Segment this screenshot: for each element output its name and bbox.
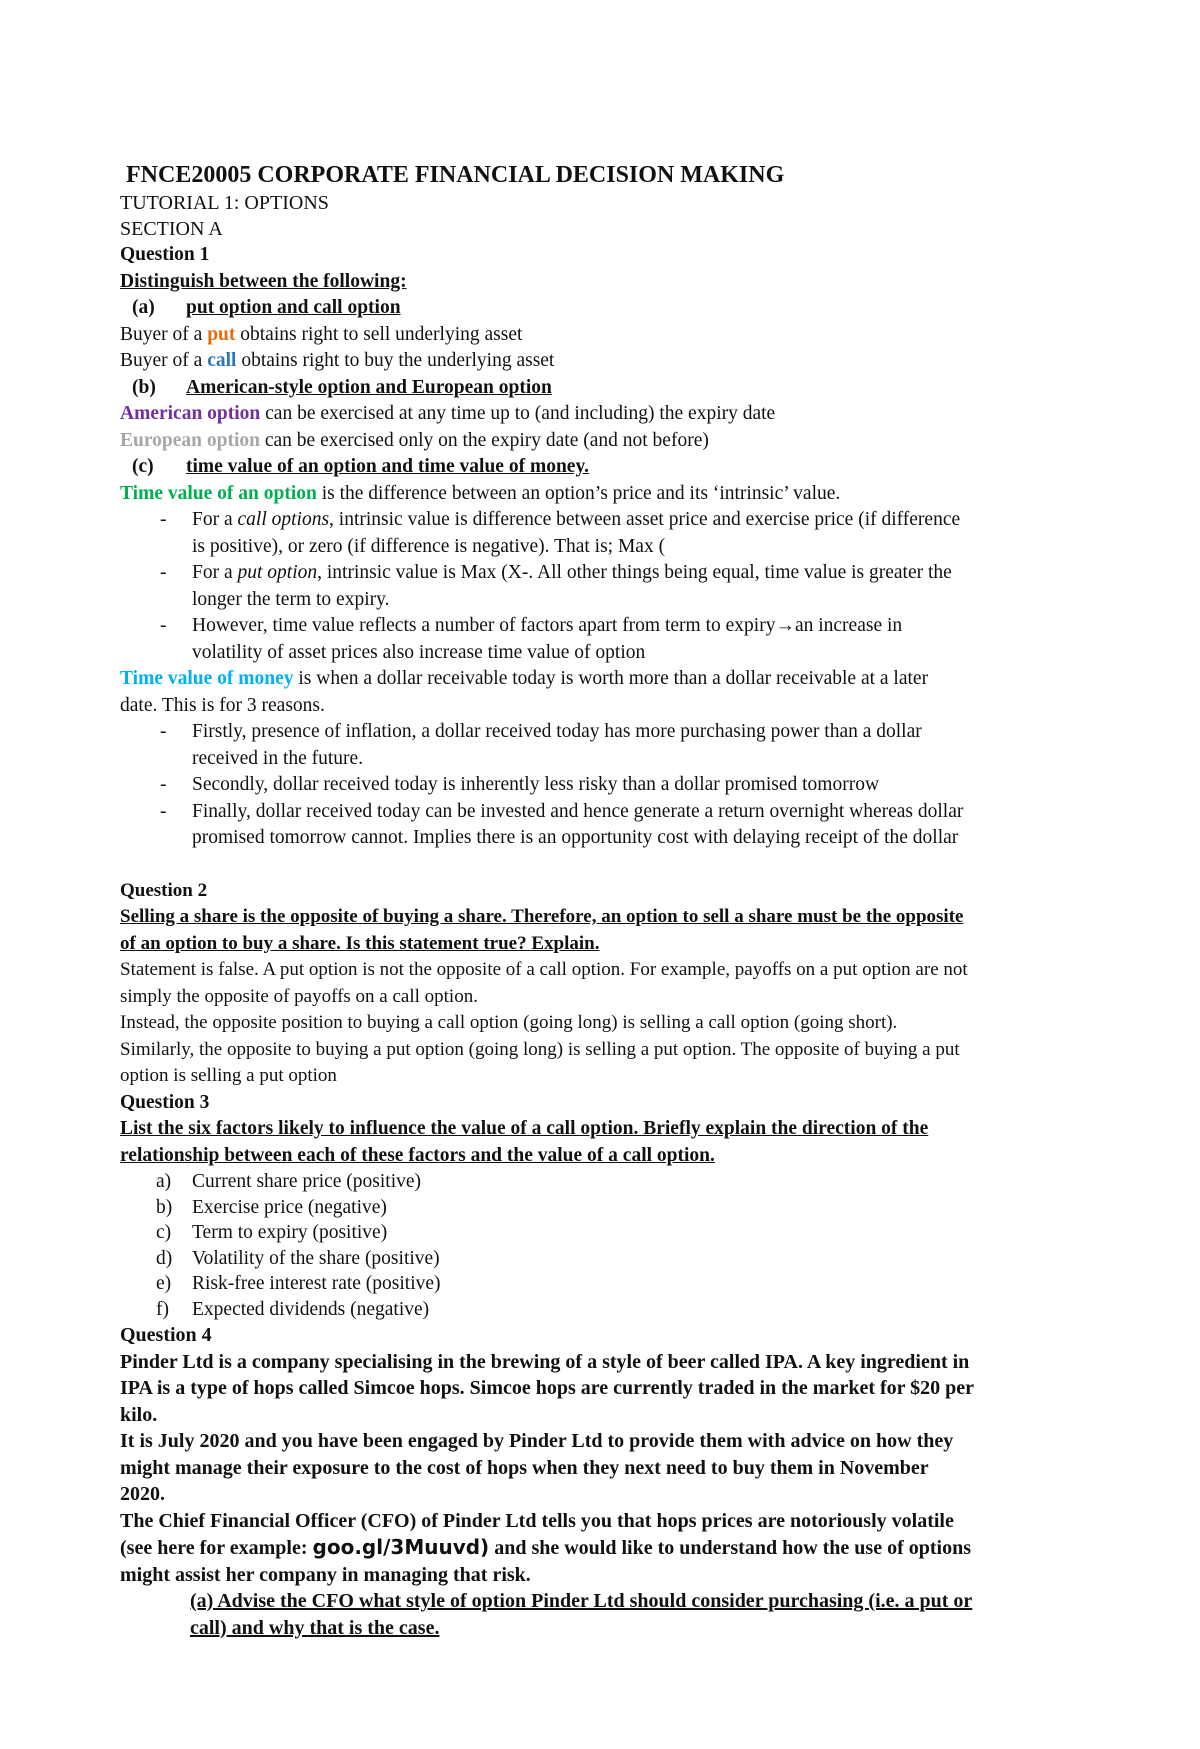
list-item [120,1220,1110,1246]
question-4a-line-1: (a) Advise the CFO what style of option Pinder Ltd should consider purchasing (i.e. a put or [190,1590,973,1612]
list-item-label: c) [156,1222,172,1243]
q1-c-line-1 [120,481,1110,508]
list-item-label: b) [156,1196,173,1218]
answer-line: Statement is false. A put option is not the opposite of a call option. For example, payoffs on a put option are not [120,959,968,980]
list-item-text: Risk-free interest rate (positive) [192,1273,441,1294]
text: , intrinsic value is difference between asset price and exercise price (if difference [329,509,961,530]
list-item [120,1297,1110,1323]
question-2-prompt-line-2: of an option to buy a share. Is this statement true? Explain. [120,932,600,954]
answer-line: simply the opposite of payoffs on a call option. [120,985,478,1007]
hops-price-link[interactable]: goo.gl/3Muuvd) [312,1535,490,1559]
list-item-label: e) [156,1273,172,1294]
question-2-prompt-line-1: Selling a share is the opposite of buying a share. Therefore, an option to sell a share must be the opposite [120,906,964,927]
tutorial-title: TUTORIAL 1: OPTIONS [120,192,329,214]
text: received in the future. [192,747,364,769]
text: For a [192,562,238,583]
dash-bullet: - [160,509,167,530]
text: is the difference between an option’s price and its ‘intrinsic’ value. [316,482,841,504]
q1-part-b-label: (b) [132,376,156,398]
list-item [120,1195,1110,1221]
question-4-line: IPA is a type of hops called Simcoe hops. Simcoe hops are currently traded in the market for $20 per [120,1377,975,1399]
list-item-text: Exercise price (negative) [192,1196,387,1218]
text: promised tomorrow cannot. Implies there is an opportunity cost with delaying receipt of the dollar [192,827,959,848]
q1-part-a-title: put option and call option [186,297,401,318]
dash-bullet: - [160,774,167,795]
question-1-prompt: Distinguish between the following: [120,270,407,292]
dash-bullet: - [160,800,167,822]
list-item-text: Expected dividends (negative) [192,1298,430,1320]
text: For a [192,509,238,530]
question-4-line [120,1534,1110,1562]
text: is when a dollar receivable today is worth more than a dollar receivable at a later [293,668,929,689]
document-title: FNCE20005 CORPORATE FINANCIAL DECISION MAKING [126,162,785,188]
text: However, time value reflects a number of factors apart from term to expiry [192,615,776,636]
text: Finally, dollar received today can be invested and hence generate a return overnight whereas dollar [192,800,964,822]
time-value-option-keyword: Time value of an option [120,482,317,504]
question-2-heading: Question 2 [120,879,208,901]
dash-bullet: - [160,721,167,742]
text: can be exercised at any time up to (and including) the expiry date [260,403,776,424]
q1-part-a-label: (a) [132,297,155,318]
question-3-prompt-line-2: relationship between each of these factors and the value of a call option. [120,1144,715,1166]
question-4-line: might manage their exposure to the cost of hops when they next need to buy them in November [120,1456,929,1479]
question-4-line: 2020. [120,1483,165,1505]
right-arrow-icon: → [775,615,795,636]
question-1-heading: Question 1 [120,244,210,265]
answer-line: Instead, the opposite position to buying a call option (going long) is selling a call option (going short). [120,1012,898,1033]
q1-part-b-heading [132,375,1110,402]
list-item-label: d) [156,1247,173,1269]
text: can be exercised only on the expiry date (and not before) [259,429,709,451]
text: obtains right to sell underlying asset [235,323,523,345]
tvm-line-1 [120,666,1110,693]
emphasis: call options [237,509,330,530]
bullet-put-intrinsic [120,560,1110,613]
question-3-heading: Question 3 [120,1091,210,1113]
question-4-line: It is July 2020 and you have been engaged by Pinder Ltd to provide them with advice on how they [120,1430,954,1452]
list-item-label: f) [156,1298,169,1320]
q1-b-line-2 [120,428,1110,455]
question-4-line: The Chief Financial Officer (CFO) of Pinder Ltd tells you that hops prices are notoriously volatile [120,1509,954,1532]
bullet-volatility [120,613,1110,666]
q1-part-b-title: American-style option and European option [186,376,552,398]
text: is positive), or zero (if difference is negative). That is; Max ( [192,535,666,557]
text: (see here for example: [120,1537,313,1559]
list-item-text: Current share price (positive) [192,1171,422,1192]
question-4 [120,1322,1110,1641]
question-4a-line-2: call) and why that is the case. [190,1616,440,1639]
text: an increase in [794,615,903,636]
list-item [120,1271,1110,1297]
text: Buyer of a [120,350,208,371]
american-option-keyword: American option [120,403,261,424]
question-1 [120,242,1110,852]
emphasis: put option [237,562,318,583]
list-item-text: Volatility of the share (positive) [192,1247,440,1269]
list-item [120,1169,1110,1195]
factor-list [120,1169,1110,1322]
document-page [120,160,1110,1641]
european-option-keyword: European option [120,429,260,451]
q1-a-line-1 [120,322,1110,349]
dash-bullet: - [160,562,167,583]
answer-line: Similarly, the opposite to buying a put option (going long) is selling a put option. The opposite of buying a put [120,1038,960,1060]
question-2 [120,878,1110,1090]
tvm-line-2: date. This is for 3 reasons. [120,694,325,716]
answer-line: option is selling a put option [120,1065,337,1086]
question-4-line: might assist her company in managing that risk. [120,1563,531,1586]
text: volatility of asset prices also increase time value of option [192,641,646,663]
text: longer the term to expiry. [192,588,390,610]
q1-b-line-1 [120,401,1110,428]
question-3-prompt-line-1: List the six factors likely to influence the value of a call option. Briefly explain the direction of the [120,1118,929,1139]
list-item-label: a) [156,1171,172,1192]
bullet-call-intrinsic [120,507,1110,560]
call-keyword: call [207,350,237,371]
q1-part-a-heading [132,295,1110,322]
put-keyword: put [207,323,236,345]
q1-part-c-title: time value of an option and time value of money. [186,456,589,477]
section-title: SECTION A [120,218,223,240]
dash-bullet: - [160,615,167,636]
text: Secondly, dollar received today is inherently less risky than a dollar promised tomorrow [192,774,880,795]
text: , intrinsic value is Max (X-. All other things being equal, time value is greater the [317,562,952,583]
question-4-heading: Question 4 [120,1324,212,1346]
q1-a-line-2 [120,348,1110,375]
spacer [120,852,1110,878]
bullet-reason-inflation [120,719,1110,772]
q1-part-c-label: (c) [132,456,154,477]
question-4-line: kilo. [120,1403,158,1426]
q1-part-c-heading [132,454,1110,481]
bullet-reason-opportunity [120,799,1110,852]
text: and she would like to understand how the use of options [489,1537,971,1559]
text: Firstly, presence of inflation, a dollar received today has more purchasing power than a dollar [192,721,922,742]
time-value-money-keyword: Time value of money [120,668,294,689]
list-item-text: Term to expiry (positive) [192,1222,388,1243]
text: obtains right to buy the underlying asset [236,350,555,371]
question-4-line: Pinder Ltd is a company specialising in the brewing of a style of beer called IPA. A key ingredient in [120,1350,970,1373]
bullet-reason-risk [120,772,1110,799]
question-3 [120,1090,1110,1323]
text: Buyer of a [120,323,208,345]
list-item [120,1246,1110,1272]
